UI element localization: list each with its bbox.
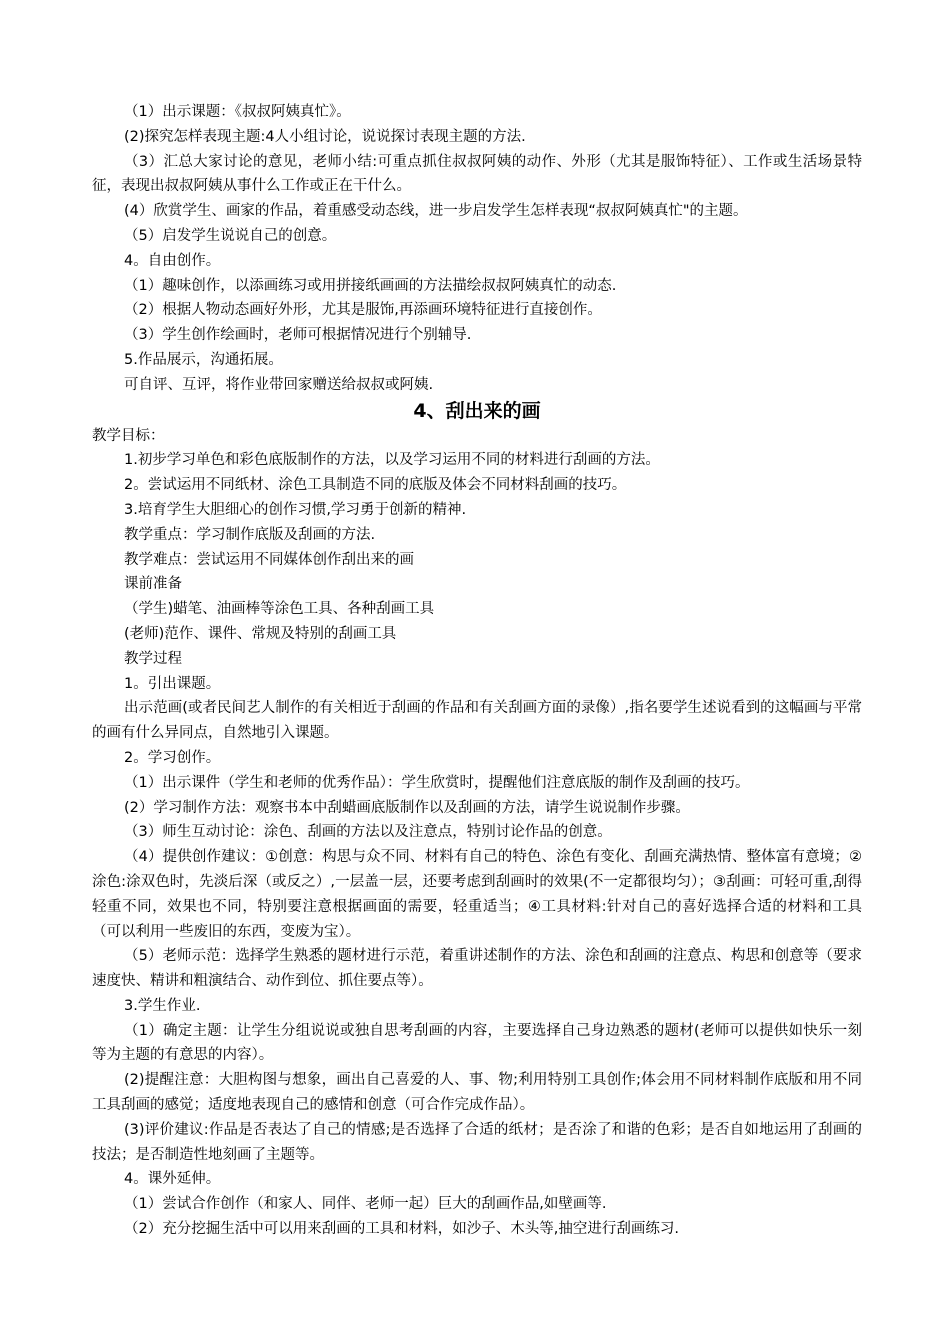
paragraph: （4）提供创作建议：①创意：构思与众不同、材料有自己的特色、涂色有变化、刮画充满热情、整体富有意境；②涂色:涂双色时，先淡后深（或反之）,一层盖一层，还要考虑到刮画时的效果(不一定都很均匀）；③刮画：可轻可重,刮得轻重不同，效果也不同，特别要注意根据画面的需要，轻重适当；④工具材料:针对自己的喜好选择合适的材料和工具（可以利用一些废旧的东西，变废为宝）。: [92, 849, 862, 940]
paragraph: (3)评价建议:作品是否表达了自己的情感;是否选择了合适的纸材；是否涂了和谐的色彩；是否自如地运用了刮画的技法；是否制造性地刻画了主题等。: [92, 1121, 862, 1163]
paragraph: 课前准备: [124, 576, 182, 593]
paragraph: 1。引出课题。: [124, 675, 221, 692]
paragraph: 可自评、互评，将作业带回家赠送给叔叔或阿姨.: [124, 376, 434, 393]
paragraph: (4）欣赏学生、画家的作品，着重感受动态线，进一步启发学生怎样表现“叔叔阿姨真忙"的主题。: [124, 203, 748, 220]
document-page: [92, 100, 862, 1242]
paragraph: 2。学习创作。: [124, 749, 221, 766]
paragraph: （学生)蜡笔、油画棒等涂色工具、各种刮画工具: [124, 601, 435, 618]
paragraph: 4。课外延伸。: [124, 1171, 221, 1188]
paragraph: 教学难点：尝试运用不同媒体创作刮出来的画: [124, 551, 414, 568]
paragraph: (老师)范作、课件、常规及特别的刮画工具: [124, 625, 397, 642]
paragraph: 4。自由创作。: [124, 252, 221, 269]
paragraph: （3）汇总大家讨论的意见，老师小结:可重点抓住叔叔阿姨的动作、外形（尤其是服饰特征）、工作或生活场景特征，表现出叔叔阿姨从事什么工作或正在干什么。: [92, 153, 862, 195]
paragraph: (2）学习制作方法：观察书本中刮蜡画底版制作以及刮画的方法，请学生说说制作步骤。: [124, 799, 690, 816]
lesson-title: 4、刮出来的画: [413, 399, 541, 422]
paragraph: （1）趣味创作，以添画练习或用拼接纸画画的方法描绘叔叔阿姨真忙的动态.: [124, 277, 617, 294]
paragraph: （2）充分挖掘生活中可以用来刮画的工具和材料，如沙子、木头等,抽空进行刮画练习.: [124, 1221, 679, 1238]
section-heading: 教学目标：: [92, 427, 165, 444]
paragraph: （2）根据人物动态画好外形，尤其是服饰,再添画环境特征进行直接创作。: [124, 302, 602, 319]
paragraph: （3）师生互动讨论：涂色、刮画的方法以及注意点，特别讨论作品的创意。: [124, 824, 612, 841]
paragraph: （1）尝试合作创作（和家人、同伴、老师一起）巨大的刮画作品,如壁画等.: [124, 1196, 607, 1213]
paragraph: 5.作品展示，沟通拓展。: [124, 351, 283, 368]
paragraph: 3.学生作业.: [124, 997, 201, 1014]
paragraph: 教学过程: [124, 650, 182, 667]
paragraph: （3）学生创作绘画时，老师可根据情况进行个别辅导.: [124, 327, 472, 344]
paragraph: （1）出示课件（学生和老师的优秀作品）：学生欣赏时，提醒他们注意底版的制作及刮画的技巧。: [124, 774, 750, 791]
paragraph: 3.培育学生大胆细心的创作习惯,学习勇于创新的精神.: [124, 501, 467, 518]
paragraph: （1）出示课题：《叔叔阿姨真忙》。: [124, 104, 351, 120]
paragraph: 出示范画(或者民间艺人制作的有关相近于刮画的作品和有关刮画方面的录像）,指名要学生述说看到的这幅画与平常的画有什么异同点，自然地引入课题。: [92, 700, 862, 742]
paragraph: （5）启发学生说说自己的创意。: [124, 227, 337, 244]
paragraph: (2)探究怎样表现主题:4人小组讨论，说说探讨表现主题的方法.: [124, 128, 526, 145]
paragraph: （5）老师示范：选择学生熟悉的题材进行示范，着重讲述制作的方法、涂色和刮画的注意点、构思和创意等（要求速度快、精讲和粗演结合、动作到位、抓住要点等）。: [92, 948, 862, 990]
paragraph: 2。尝试运用不同纸材、涂色工具制造不同的底版及体会不同材料刮画的技巧。: [124, 477, 627, 494]
paragraph: （1）确定主题：让学生分组说说或独自思考刮画的内容，主要选择自己身边熟悉的题材(老师可以提供如快乐一刻等为主题的有意思的内容）。: [92, 1022, 862, 1064]
paragraph: (2)提醒注意：大胆构图与想象，画出自己喜爱的人、事、物;利用特别工具创作;体会用不同材料制作底版和用不同工具刮画的感觉；适度地表现自己的感情和创意（可合作完成作品）。: [92, 1072, 862, 1114]
paragraph: 1.初步学习单色和彩色底版制作的方法，以及学习运用不同的材料进行刮画的方法。: [124, 452, 660, 469]
paragraph: 教学重点：学习制作底版及刮画的方法.: [124, 526, 376, 543]
